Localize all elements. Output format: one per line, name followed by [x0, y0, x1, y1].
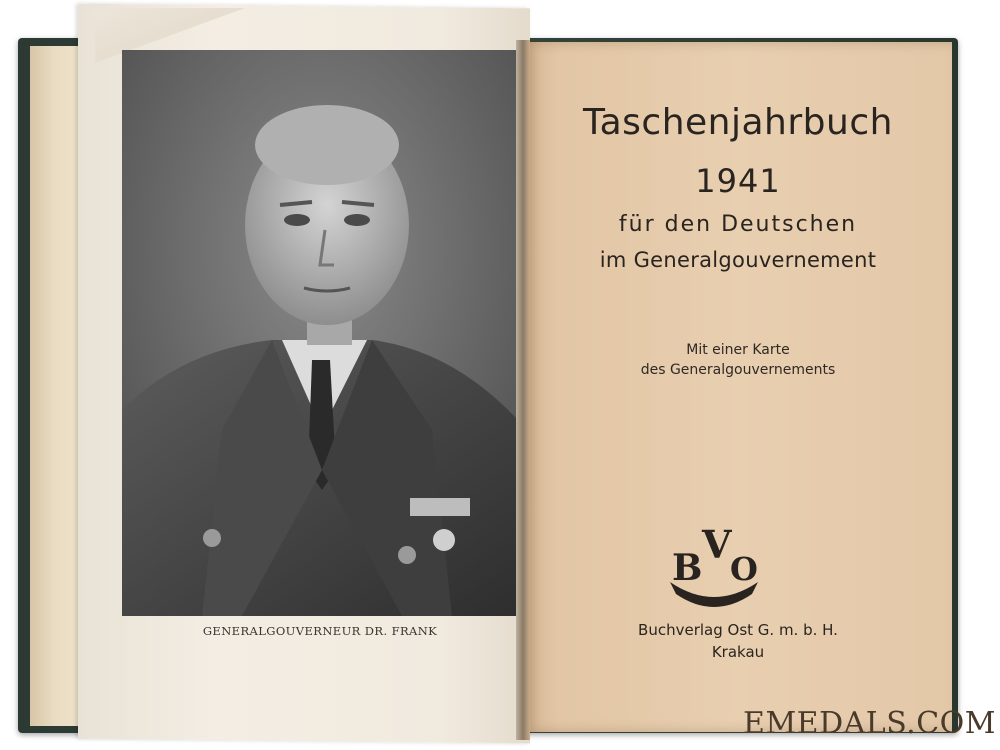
portrait-caption: GENERALGOUVERNEUR DR. FRANK	[202, 624, 438, 638]
book-year: 1941	[695, 162, 781, 200]
watermark: EMEDALS.COM	[743, 706, 996, 741]
map-note-line2: des Generalgouvernements	[640, 362, 836, 378]
publisher-city: Krakau	[711, 643, 765, 661]
book-subtitle-line1: für den Deutschen	[618, 212, 858, 237]
publisher-logo	[664, 520, 764, 615]
portrait-photo	[122, 50, 518, 616]
book-subtitle-line2: im Generalgouvernement	[599, 248, 877, 272]
svg-text:B: B	[672, 547, 703, 589]
portrait-illustration	[122, 50, 518, 616]
map-note-line1: Mit einer Karte	[686, 342, 790, 358]
svg-text:V: V	[702, 522, 732, 567]
publisher-name: Buchverlag Ost G. m. b. H.	[638, 621, 838, 639]
svg-text:O: O	[730, 550, 758, 588]
book-title: Taschenjahrbuch	[583, 102, 893, 143]
